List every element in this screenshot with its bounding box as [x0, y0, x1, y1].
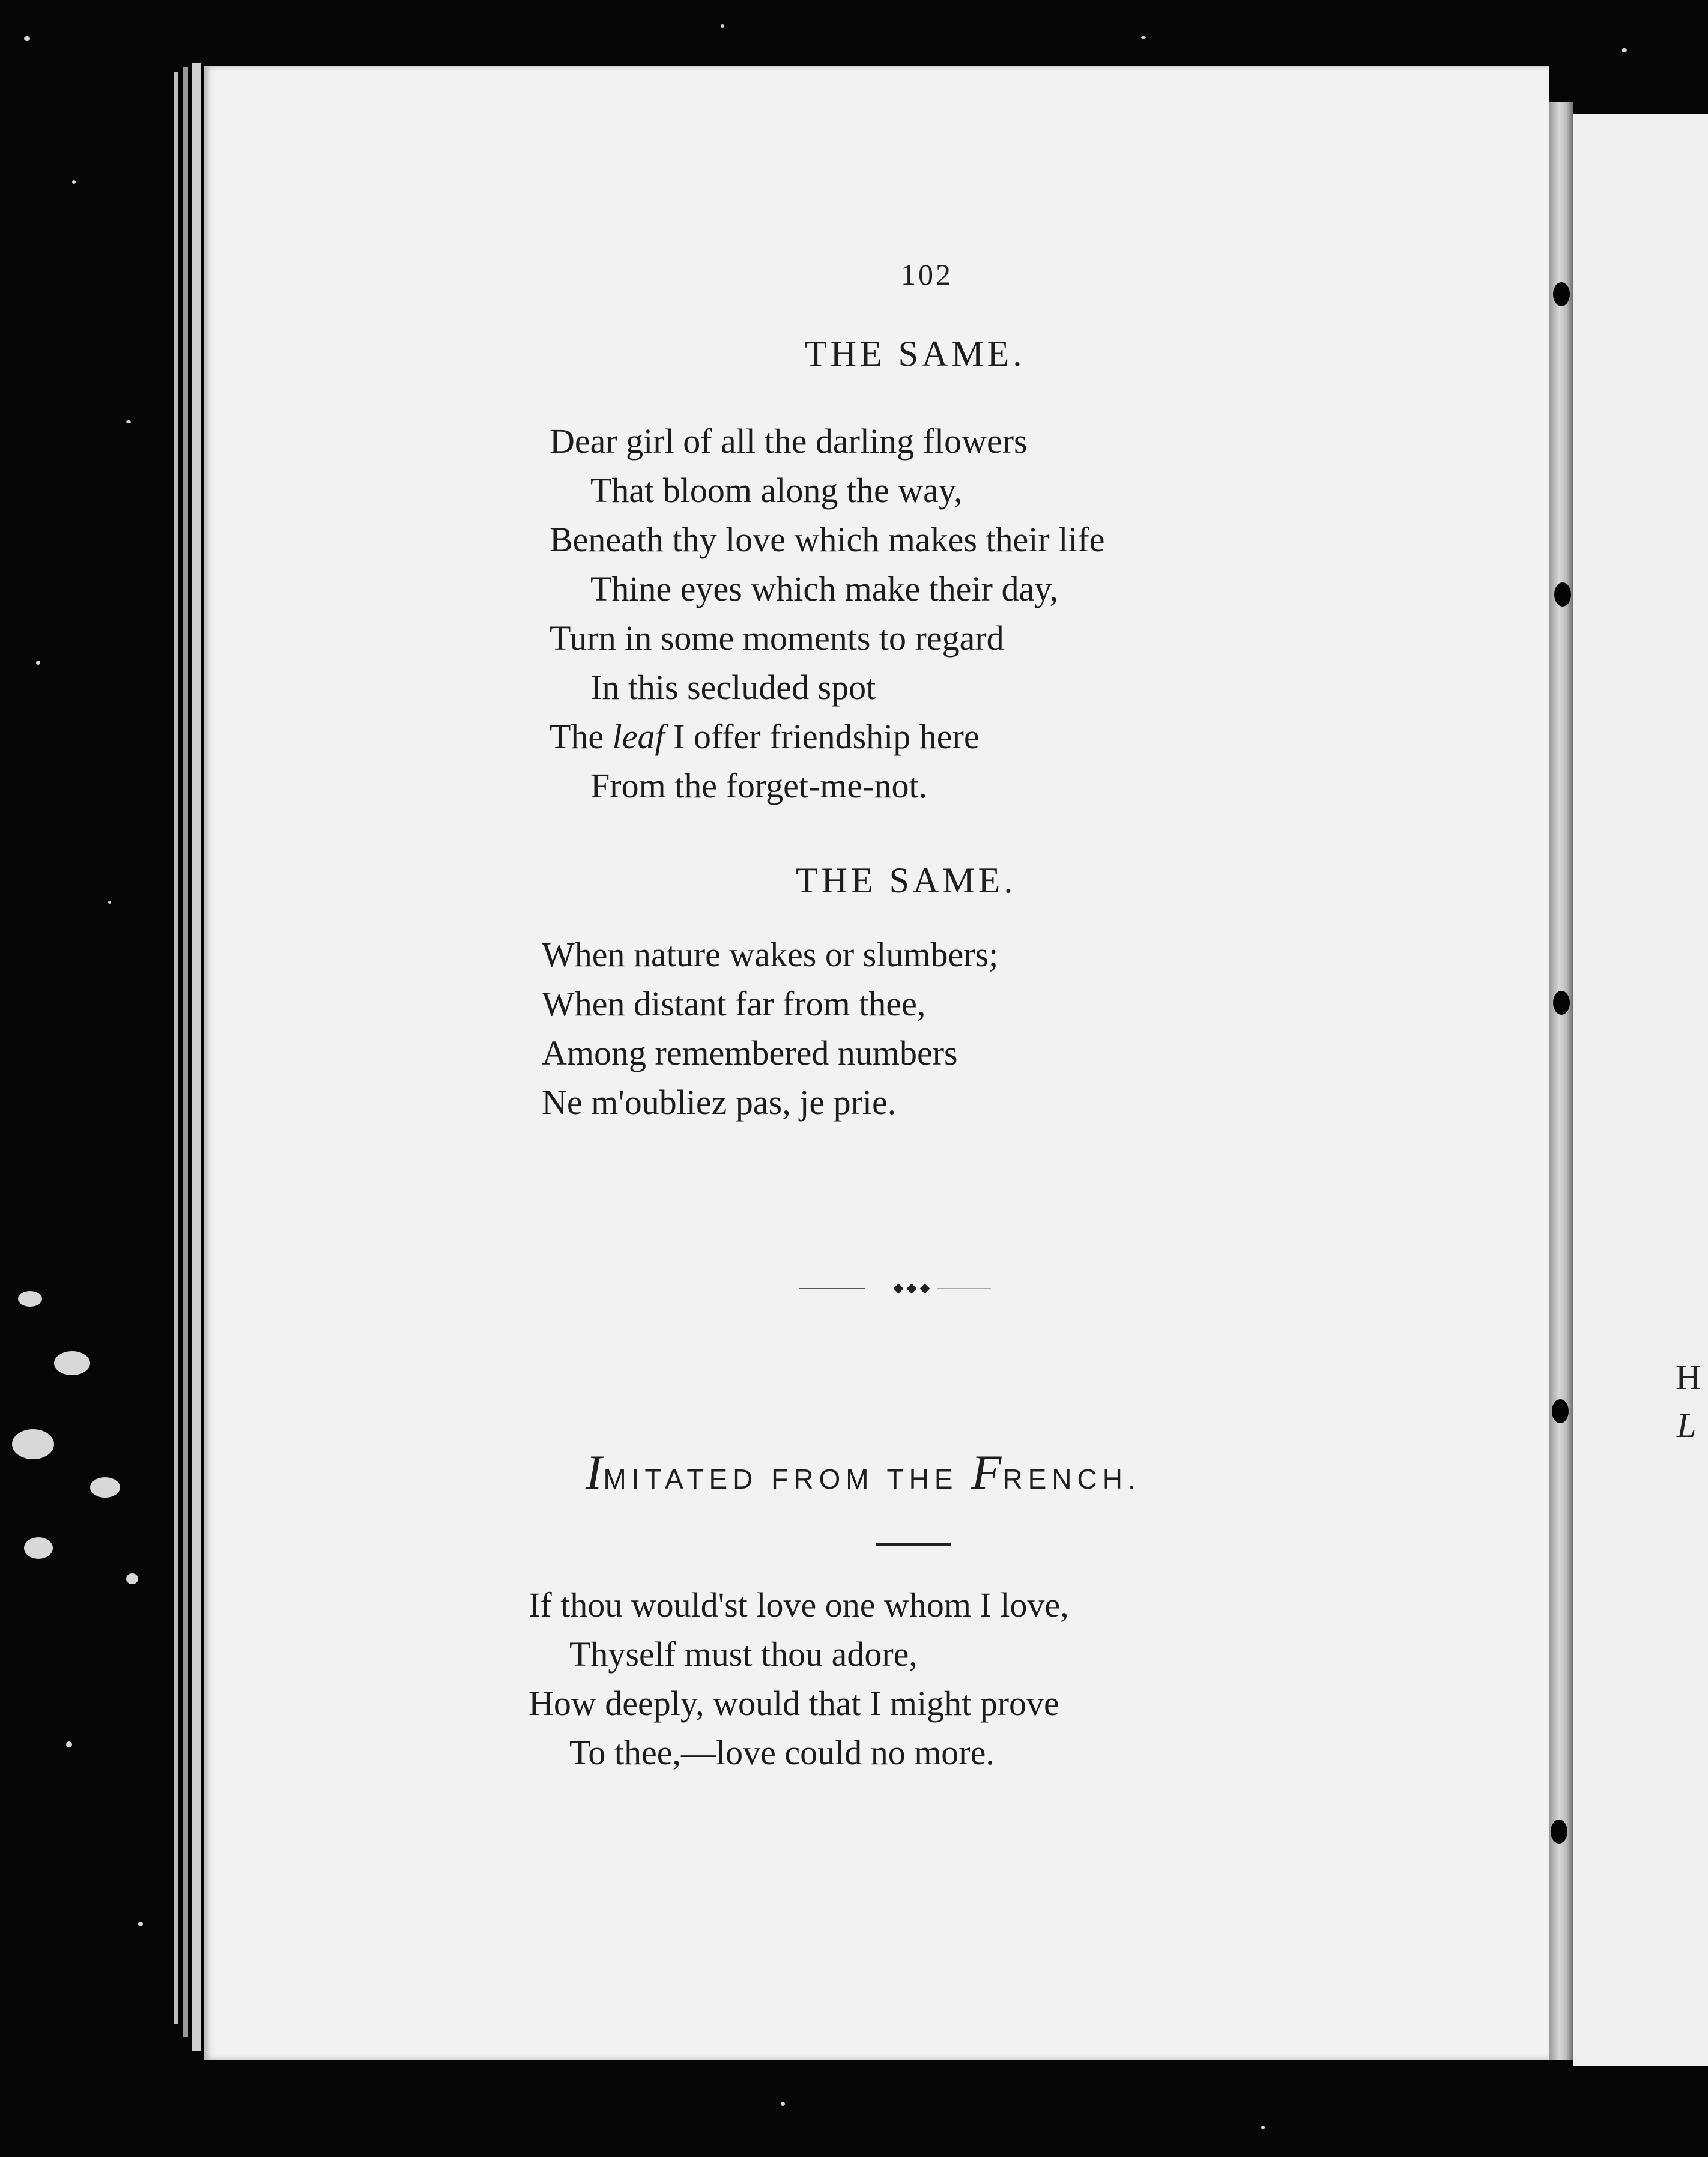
- poem-line: Turn in some moments to regard: [550, 619, 1004, 658]
- dust-speck: [781, 2102, 785, 2106]
- poem-line: Beneath thy love which makes their life: [550, 520, 1105, 559]
- binding-stitch: [1553, 282, 1570, 306]
- dust-speck: [24, 1537, 53, 1559]
- poem-title: [586, 1444, 1141, 1501]
- page-edge: [192, 63, 201, 2051]
- section-ornament: [799, 1281, 991, 1296]
- dust-speck: [1261, 2126, 1265, 2129]
- ornament-dot: [907, 1284, 917, 1294]
- binding-stitch: [1553, 991, 1570, 1015]
- ornament-dot: [920, 1284, 930, 1294]
- poem-title: THE SAME.: [796, 861, 1017, 900]
- poem-line-text: The: [550, 717, 613, 756]
- dust-speck: [126, 1573, 138, 1584]
- poem-stanza: [550, 417, 1105, 811]
- facing-page: [1573, 114, 1708, 2066]
- dust-speck: [1141, 36, 1146, 39]
- book-gutter: [1549, 102, 1573, 2060]
- poem-title: THE SAME.: [805, 334, 1026, 374]
- poem-stanza: [542, 930, 998, 1127]
- dust-speck: [24, 36, 30, 41]
- title-initial: F: [971, 1445, 1003, 1499]
- facing-page-letter: H: [1676, 1358, 1701, 1397]
- facing-page-letter: L: [1677, 1406, 1697, 1445]
- dust-speck: [108, 901, 111, 904]
- dust-speck: [36, 661, 40, 665]
- dust-speck: [18, 1291, 42, 1307]
- poem-stanza: [528, 1581, 1069, 1777]
- poem-line: Ne m'oubliez pas, je prie.: [542, 1083, 897, 1122]
- poem-line: Thyself must thou adore,: [569, 1635, 918, 1674]
- dust-speck: [12, 1429, 54, 1459]
- poem-line: Among remembered numbers: [542, 1033, 958, 1072]
- dust-speck: [126, 420, 131, 423]
- poem-line: Dear girl of all the darling flowers: [550, 422, 1028, 461]
- poem-line: [550, 712, 1105, 761]
- page-number: 102: [901, 258, 953, 291]
- binding-stitch: [1554, 582, 1571, 607]
- title-text: MITATED FROM THE: [603, 1463, 972, 1495]
- dust-speck: [66, 1741, 72, 1747]
- page-edge: [174, 72, 178, 2024]
- poem-line: How deeply, would that I might prove: [528, 1684, 1059, 1723]
- dust-speck: [90, 1477, 120, 1498]
- poem-line-text: I offer friendship here: [664, 717, 980, 756]
- dust-speck: [1622, 48, 1627, 52]
- poem-line: When nature wakes or slumbers;: [542, 935, 999, 974]
- page-edge: [183, 67, 188, 2037]
- binding-stitch: [1551, 1820, 1567, 1844]
- poem-line: If thou would'st love one whom I love,: [528, 1585, 1069, 1624]
- emphasized-word: leaf: [612, 717, 665, 756]
- ornament-line: [799, 1288, 865, 1289]
- dust-speck: [138, 1922, 143, 1926]
- ornament-line: [937, 1288, 991, 1289]
- ornament-dot: [894, 1284, 904, 1294]
- dust-speck: [72, 180, 76, 184]
- poem-line: From the forget-me-not.: [590, 766, 928, 805]
- dust-speck: [54, 1351, 90, 1375]
- title-initial: I: [586, 1445, 604, 1499]
- title-rule: [876, 1543, 951, 1546]
- poem-line: Thine eyes which make their day,: [590, 569, 1058, 608]
- poem-line: When distant far from thee,: [542, 984, 926, 1023]
- dust-speck: [721, 24, 724, 28]
- title-text: RENCH.: [1002, 1463, 1141, 1495]
- poem-line: To thee,—love could no more.: [569, 1733, 995, 1772]
- poem-line: That bloom along the way,: [590, 471, 963, 510]
- poem-line: In this secluded spot: [590, 668, 876, 707]
- binding-stitch: [1552, 1399, 1569, 1423]
